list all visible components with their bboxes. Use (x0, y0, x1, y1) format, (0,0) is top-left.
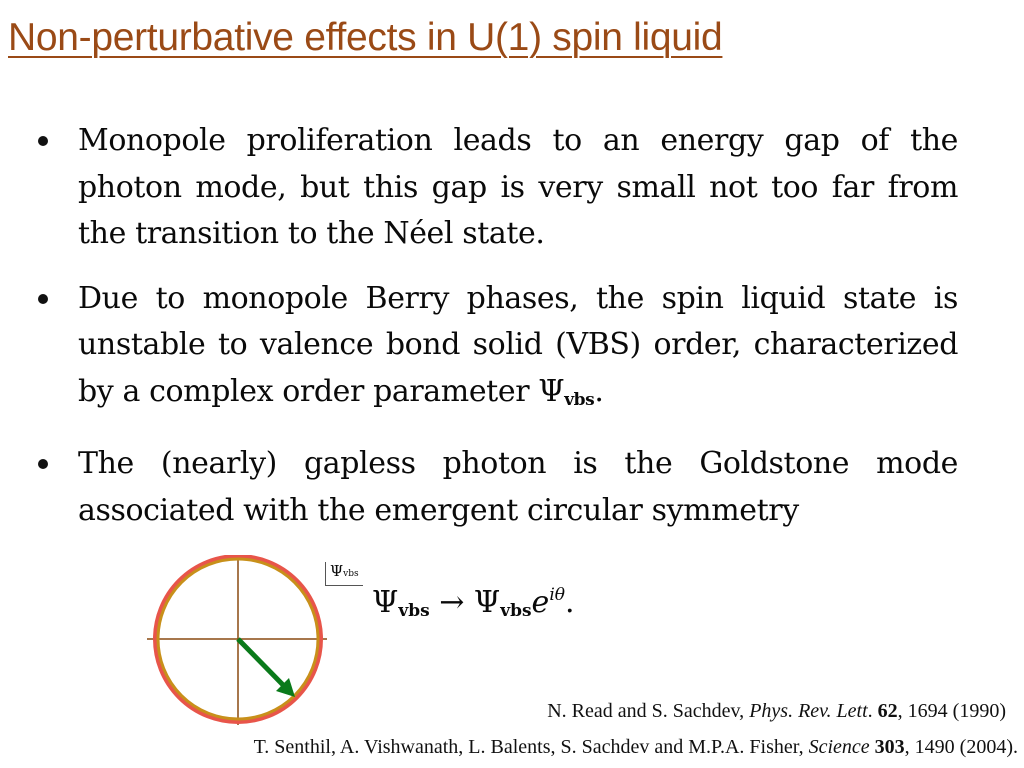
arrow-symbol: → (439, 585, 465, 620)
bullet-berry-phases (38, 276, 958, 424)
bullet-text: Due to monopole Berry phases, the spin liquid state is unstable to valence bond solid (VBS) order, characterized by a complex order parameter $\Psi_{vbs}$. (78, 280, 958, 410)
symmetry-equation: $\Psi_{vbs} \to \Psi_{vbs}e^{i\theta}$. (372, 585, 575, 621)
reference-senthil-et-al: T. Senthil, A. Vishwanath, L. Balents, S. Sachdev and M.P.A. Fisher, Science 303, 1490 (2004). (253, 736, 1018, 758)
slide-title: Non-perturbative effects in U(1) spin liquid (8, 16, 723, 59)
arrow-shaft (238, 639, 287, 689)
psi-symbol: Ψ (538, 373, 565, 409)
bullet-goldstone (38, 441, 958, 534)
psi-subscript: vbs (564, 389, 595, 410)
order-parameter-circle-diagram (145, 555, 335, 730)
bullet-text: The (nearly) gapless photon is the Goldstone mode associated with the emergent circular symmetry (78, 446, 958, 528)
bullet-dot (38, 136, 48, 146)
bullet-dot (38, 294, 48, 304)
plot-legend-label: Ψvbs (325, 562, 363, 586)
bullet-text: Monopole proliferation leads to an energy gap of the photon mode, but this gap is very small not too far from the transition to the Néel state. (78, 123, 958, 251)
bullet-dot (38, 459, 48, 469)
reference-read-sachdev: N. Read and S. Sachdev, Phys. Rev. Lett. 62, 1694 (1990) (547, 700, 1006, 722)
bullet-list (38, 118, 958, 552)
bullet-monopole-gap (38, 118, 958, 258)
